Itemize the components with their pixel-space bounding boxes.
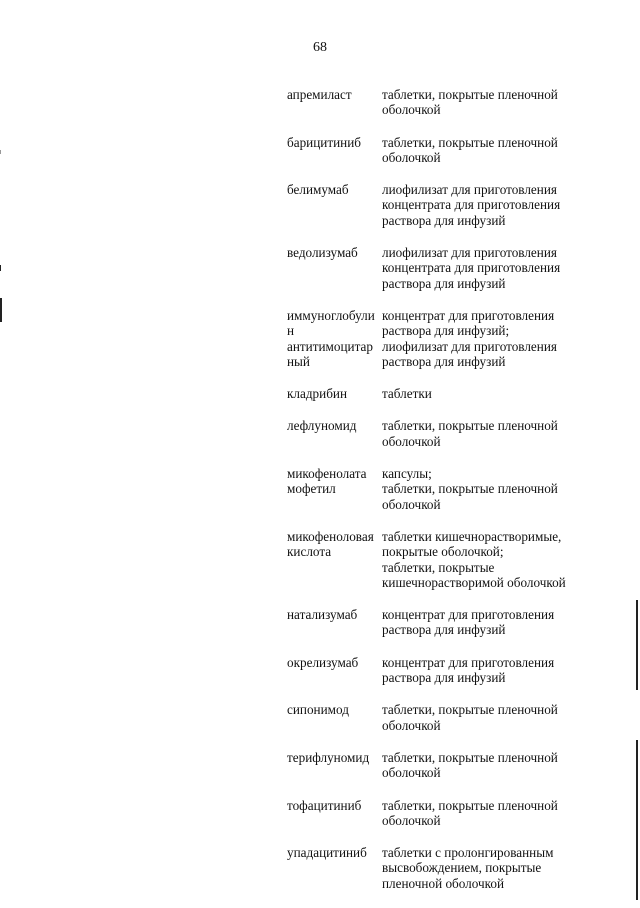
drug-table (287, 87, 577, 908)
dosage-form: концентрат для приготовления раствора для инфузий; лиофилизат для приготовления раствора для инфузий (382, 307, 557, 369)
table-row (287, 308, 577, 369)
dosage-form: таблетки, покрытые пленочной оболочкой (382, 749, 558, 781)
dosage-form: таблетки кишечнорастворимые, покрытые оболочкой; таблетки, покрытые кишечнорастворимой оболочкой (382, 528, 566, 590)
scan-artifact (0, 265, 1, 271)
dosage-form: лиофилизат для приготовления концентрата для приготовления раствора для инфузий (382, 182, 561, 228)
drug-name: кладрибин (287, 386, 348, 402)
dosage-form: концентрат для приготовления раствора для инфузий (382, 607, 555, 638)
table-row (287, 607, 577, 638)
table-row (287, 135, 577, 166)
drug-name: ведолизумаб (287, 245, 358, 261)
table-row (287, 87, 577, 118)
drug-name: терифлуномид (287, 749, 370, 765)
table-row (287, 529, 577, 590)
drug-name: барицитиниб (287, 134, 361, 150)
dosage-form: таблетки, покрытые пленочной оболочкой (382, 87, 558, 118)
scan-artifact (636, 600, 638, 690)
table-row (287, 182, 577, 228)
table-row (287, 655, 577, 686)
drug-name: микофенолата мофетил (287, 466, 367, 497)
drug-name: натализумаб (287, 607, 358, 623)
dosage-form: таблетки (382, 386, 432, 402)
table-row (287, 418, 577, 449)
table-row (287, 386, 577, 401)
drug-name: тофацитиниб (287, 797, 362, 813)
table-row (287, 702, 577, 733)
dosage-form: таблетки, покрытые пленочной оболочкой (382, 702, 558, 733)
drug-name: окрелизумаб (287, 654, 359, 670)
drug-name: апремиласт (287, 87, 352, 102)
dosage-form: таблетки, покрытые пленочной оболочкой (382, 797, 558, 828)
dosage-form: капсулы; таблетки, покрытые пленочной оболочкой (382, 466, 558, 512)
scan-artifact (0, 298, 2, 322)
scan-artifact (636, 740, 638, 900)
table-row (287, 798, 577, 829)
dosage-form: лиофилизат для приготовления концентрата для приготовления раствора для инфузий (382, 245, 561, 291)
drug-name: упадацитиниб (287, 845, 367, 861)
drug-name: микофеноловая кислота (287, 528, 374, 560)
dosage-form: концентрат для приготовления раствора для инфузий (382, 654, 555, 686)
dosage-form: таблетки, покрытые пленочной оболочкой (382, 418, 558, 449)
drug-name: белимумаб (287, 182, 349, 198)
table-row (287, 466, 577, 512)
drug-name: лефлуномид (287, 418, 357, 434)
scan-artifact (0, 150, 1, 154)
dosage-form: таблетки, покрытые пленочной оболочкой (382, 134, 558, 165)
table-row (287, 845, 577, 891)
drug-name: иммуноглобули н антитимоцитар ный (287, 307, 375, 369)
page-number: 68 (313, 40, 327, 55)
table-row (287, 750, 577, 781)
table-row (287, 245, 577, 291)
dosage-form: таблетки с пролонгированным высвобождением, покрытые пленочной оболочкой (382, 845, 554, 891)
drug-name: сипонимод (287, 702, 349, 718)
